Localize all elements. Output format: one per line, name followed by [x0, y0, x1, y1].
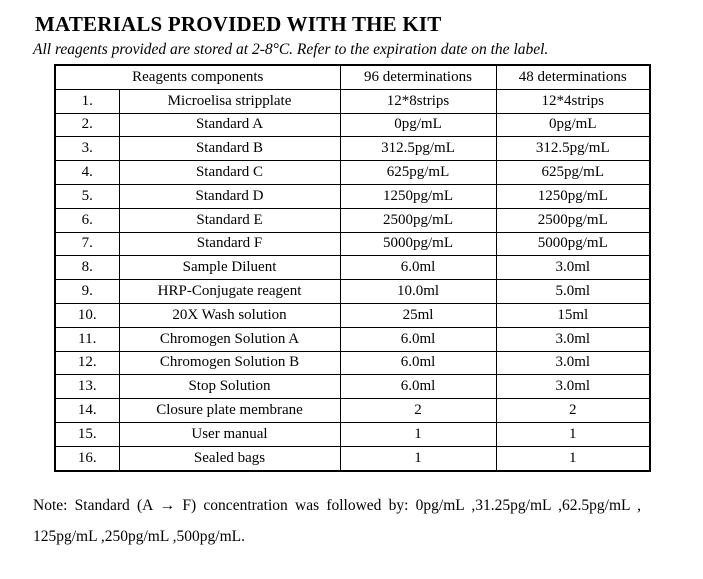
value-48-determinations-cell: 2 [496, 399, 650, 423]
value-96-determinations-cell: 10.0ml [340, 280, 496, 304]
row-number-cell: 1. [55, 89, 119, 113]
value-48-determinations-cell: 15ml [496, 303, 650, 327]
value-96-determinations-cell: 12*8strips [340, 89, 496, 113]
value-96-determinations-cell: 1 [340, 446, 496, 470]
column-header-48-determinations: 48 determinations [496, 65, 650, 89]
table-row [55, 375, 650, 399]
table-header-row [55, 65, 650, 89]
page-title: MATERIALS PROVIDED WITH THE KIT [35, 12, 442, 36]
footnote [33, 497, 641, 546]
value-48-determinations-cell: 625pg/mL [496, 161, 650, 185]
table-row [55, 113, 650, 137]
value-96-determinations-cell: 625pg/mL [340, 161, 496, 185]
reagent-name-cell: User manual [119, 422, 340, 446]
materials-table [54, 64, 651, 472]
row-number-cell: 4. [55, 161, 119, 185]
value-48-determinations-cell: 312.5pg/mL [496, 137, 650, 161]
reagent-name-cell: Closure plate membrane [119, 399, 340, 423]
value-48-determinations-cell: 3.0ml [496, 351, 650, 375]
table-row [55, 280, 650, 304]
row-number-cell: 11. [55, 327, 119, 351]
value-96-determinations-cell: 1 [340, 422, 496, 446]
table-row [55, 446, 650, 470]
reagent-name-cell: Stop Solution [119, 375, 340, 399]
value-96-determinations-cell: 5000pg/mL [340, 232, 496, 256]
reagent-name-cell: Standard D [119, 184, 340, 208]
reagent-name-cell: Standard B [119, 137, 340, 161]
row-number-cell: 16. [55, 446, 119, 470]
row-number-cell: 2. [55, 113, 119, 137]
value-48-determinations-cell: 0pg/mL [496, 113, 650, 137]
table-body [55, 89, 650, 470]
value-96-determinations-cell: 6.0ml [340, 256, 496, 280]
reagent-name-cell: Standard F [119, 232, 340, 256]
value-96-determinations-cell: 6.0ml [340, 375, 496, 399]
value-48-determinations-cell: 1 [496, 422, 650, 446]
value-96-determinations-cell: 25ml [340, 303, 496, 327]
row-number-cell: 15. [55, 422, 119, 446]
row-number-cell: 9. [55, 280, 119, 304]
table-row [55, 422, 650, 446]
value-96-determinations-cell: 1250pg/mL [340, 184, 496, 208]
footnote-line-2: 125pg/mL ,250pg/mL ,500pg/mL. [33, 528, 245, 545]
table-row [55, 232, 650, 256]
value-96-determinations-cell: 6.0ml [340, 327, 496, 351]
reagent-name-cell: Microelisa stripplate [119, 89, 340, 113]
table-row [55, 208, 650, 232]
value-48-determinations-cell: 3.0ml [496, 327, 650, 351]
value-48-determinations-cell: 1 [496, 446, 650, 470]
table-row [55, 327, 650, 351]
reagent-name-cell: HRP-Conjugate reagent [119, 280, 340, 304]
table-header [55, 65, 650, 89]
table-row [55, 351, 650, 375]
table-row [55, 161, 650, 185]
row-number-cell: 3. [55, 137, 119, 161]
column-header-96-determinations: 96 determinations [340, 65, 496, 89]
value-96-determinations-cell: 6.0ml [340, 351, 496, 375]
value-48-determinations-cell: 1250pg/mL [496, 184, 650, 208]
table-row [55, 184, 650, 208]
row-number-cell: 6. [55, 208, 119, 232]
value-96-determinations-cell: 312.5pg/mL [340, 137, 496, 161]
row-number-cell: 7. [55, 232, 119, 256]
reagent-name-cell: Sealed bags [119, 446, 340, 470]
value-48-determinations-cell: 5000pg/mL [496, 232, 650, 256]
table-row [55, 89, 650, 113]
footnote-line-1: Note: Standard (A → F) concentration was followed by: 0pg/mL ,31.25pg/mL ,62.5pg/mL , [33, 497, 641, 514]
value-48-determinations-cell: 5.0ml [496, 280, 650, 304]
table-row [55, 256, 650, 280]
value-48-determinations-cell: 12*4strips [496, 89, 650, 113]
reagent-name-cell: Chromogen Solution A [119, 327, 340, 351]
storage-instruction-text: All reagents provided are stored at 2-8°C. Refer to the expiration date on the label. [33, 41, 549, 58]
reagent-name-cell: Standard A [119, 113, 340, 137]
table-row [55, 137, 650, 161]
value-48-determinations-cell: 3.0ml [496, 375, 650, 399]
value-96-determinations-cell: 0pg/mL [340, 113, 496, 137]
row-number-cell: 12. [55, 351, 119, 375]
reagent-name-cell: 20X Wash solution [119, 303, 340, 327]
table-row [55, 399, 650, 423]
row-number-cell: 14. [55, 399, 119, 423]
value-48-determinations-cell: 2500pg/mL [496, 208, 650, 232]
column-header-reagents-components: Reagents components [55, 65, 340, 89]
value-96-determinations-cell: 2 [340, 399, 496, 423]
row-number-cell: 5. [55, 184, 119, 208]
reagent-name-cell: Sample Diluent [119, 256, 340, 280]
value-48-determinations-cell: 3.0ml [496, 256, 650, 280]
value-96-determinations-cell: 2500pg/mL [340, 208, 496, 232]
reagent-name-cell: Chromogen Solution B [119, 351, 340, 375]
row-number-cell: 10. [55, 303, 119, 327]
reagent-name-cell: Standard C [119, 161, 340, 185]
table-row [55, 303, 650, 327]
row-number-cell: 8. [55, 256, 119, 280]
row-number-cell: 13. [55, 375, 119, 399]
reagent-name-cell: Standard E [119, 208, 340, 232]
